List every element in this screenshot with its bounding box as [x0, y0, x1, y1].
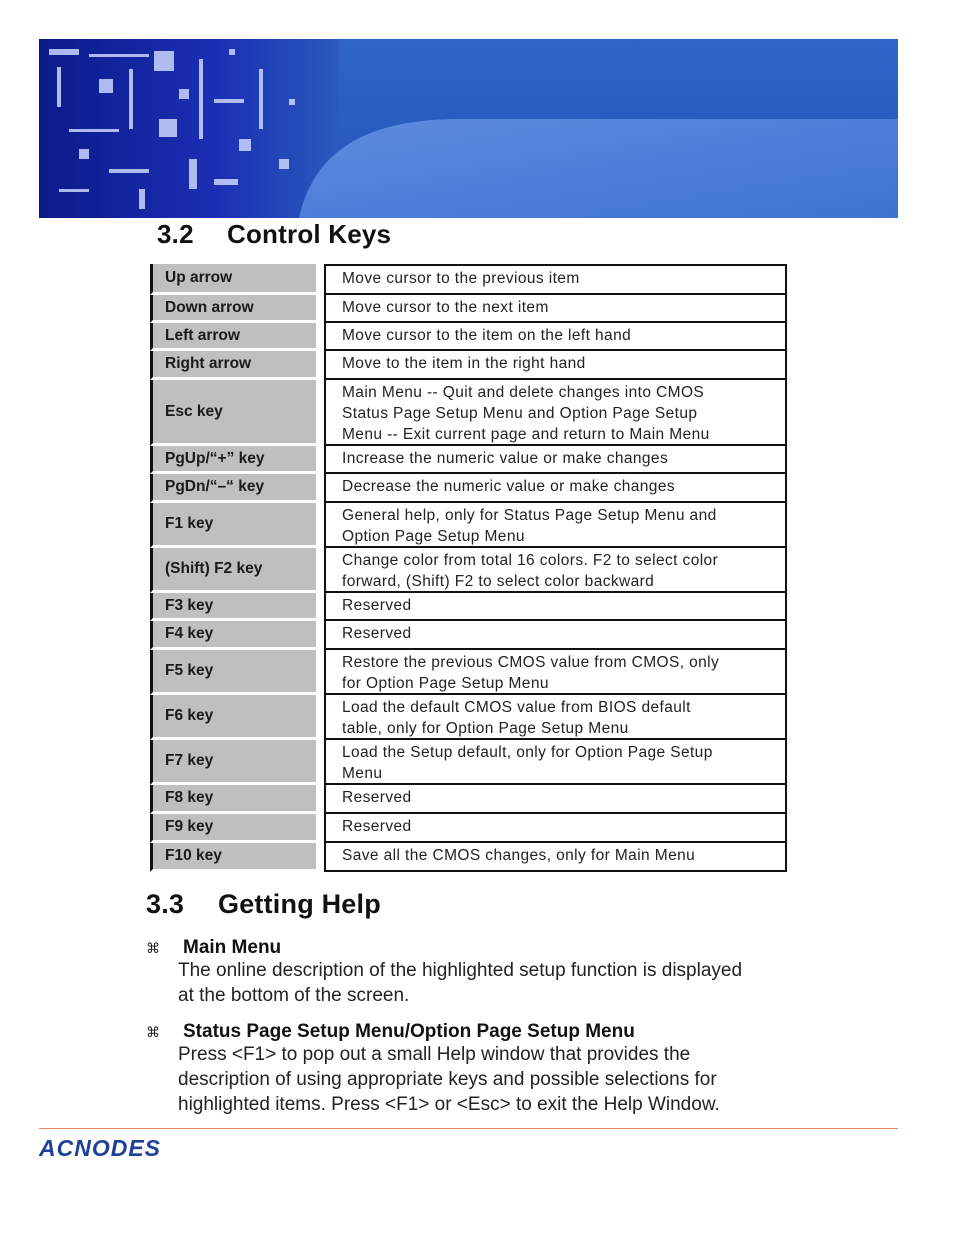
key-description — [324, 593, 787, 621]
circuit-board-image — [39, 39, 898, 218]
key-description — [324, 323, 787, 351]
control-keys-table — [150, 264, 787, 872]
description-line: Load the Setup default, only for Option Page Setup — [342, 744, 713, 761]
key-name: F6 key — [150, 695, 316, 740]
description-line: Load the default CMOS value from BIOS default — [342, 699, 691, 716]
help-item-title: Status Page Setup Menu/Option Page Setup Menu — [183, 1021, 635, 1042]
table-row — [150, 503, 787, 548]
key-description — [324, 380, 787, 446]
body-line: highlighted items. Press <F1> or <Esc> to exit the Help Window. — [178, 1094, 720, 1115]
table-row — [150, 474, 787, 503]
cell-gap — [316, 474, 324, 503]
table-row — [150, 740, 787, 785]
cell-gap — [316, 695, 324, 740]
key-name: PgDn/“–“ key — [150, 474, 316, 503]
section-number: 3.3 — [146, 889, 185, 919]
cell-gap — [316, 621, 324, 650]
description-line: Change color from total 16 colors. F2 to select color — [342, 552, 719, 569]
help-item-body — [178, 958, 742, 1008]
key-name: F8 key — [150, 785, 316, 814]
description-line: Main Menu -- Quit and delete changes into CMOS — [342, 384, 705, 401]
section-heading-getting-help — [146, 889, 381, 920]
description-line: Menu -- Exit current page and return to Main Menu — [342, 426, 710, 443]
description-line: Option Page Setup Menu — [342, 528, 525, 545]
cell-gap — [316, 814, 324, 843]
key-name: Left arrow — [150, 323, 316, 351]
description-line: Save all the CMOS changes, only for Main Menu — [342, 847, 696, 864]
key-name: F1 key — [150, 503, 316, 548]
body-line: Press <F1> to pop out a small Help window that provides the — [178, 1044, 691, 1065]
description-line: Move cursor to the item on the left hand — [342, 327, 632, 344]
command-bullet-icon: ⌘ — [146, 940, 160, 956]
description-line: for Option Page Setup Menu — [342, 675, 549, 692]
description-line: Reserved — [342, 818, 412, 835]
key-description — [324, 503, 787, 548]
header-banner — [39, 39, 898, 218]
section-title: Getting Help — [218, 889, 381, 919]
table-row — [150, 621, 787, 650]
help-item-body — [178, 1042, 720, 1117]
table-row — [150, 264, 787, 295]
cell-gap — [316, 323, 324, 351]
table-row — [150, 295, 787, 323]
cell-gap — [316, 446, 324, 474]
command-bullet-icon: ⌘ — [146, 1024, 160, 1040]
table-row — [150, 785, 787, 814]
cell-gap — [316, 548, 324, 593]
key-description — [324, 548, 787, 593]
description-line: Status Page Setup Menu and Option Page Setup — [342, 405, 698, 422]
table-row — [150, 446, 787, 474]
description-line: Reserved — [342, 789, 412, 806]
key-description — [324, 351, 787, 380]
cell-gap — [316, 503, 324, 548]
key-name: F4 key — [150, 621, 316, 650]
description-line: Move cursor to the next item — [342, 299, 549, 316]
key-name: F9 key — [150, 814, 316, 843]
table-row — [150, 380, 787, 446]
cell-gap — [316, 650, 324, 695]
key-description — [324, 785, 787, 814]
key-name: Esc key — [150, 380, 316, 446]
table-row — [150, 843, 787, 872]
description-line: Restore the previous CMOS value from CMOS, only — [342, 654, 720, 671]
key-name: Down arrow — [150, 295, 316, 323]
key-description — [324, 474, 787, 503]
cell-gap — [316, 843, 324, 872]
key-description — [324, 740, 787, 785]
key-name: F7 key — [150, 740, 316, 785]
table-row — [150, 695, 787, 740]
cell-gap — [316, 740, 324, 785]
description-line: forward, (Shift) F2 to select color backward — [342, 573, 655, 590]
description-line: Move to the item in the right hand — [342, 355, 586, 372]
key-description — [324, 695, 787, 740]
key-description — [324, 621, 787, 650]
key-description — [324, 446, 787, 474]
key-name: Up arrow — [150, 264, 316, 295]
section-heading-control-keys — [157, 219, 391, 250]
description-line: Menu — [342, 765, 383, 782]
table-row — [150, 548, 787, 593]
key-name: F5 key — [150, 650, 316, 695]
logo-text: ACNODES — [39, 1136, 162, 1160]
key-description — [324, 650, 787, 695]
section-number: 3.2 — [157, 219, 194, 249]
key-description — [324, 264, 787, 295]
key-name: PgUp/“+” key — [150, 446, 316, 474]
key-name: F3 key — [150, 593, 316, 621]
acnodes-logo — [39, 1136, 199, 1165]
table-row — [150, 323, 787, 351]
description-line: General help, only for Status Page Setup Menu and — [342, 507, 717, 524]
description-line: Reserved — [342, 597, 412, 614]
body-line: description of using appropriate keys and possible selections for — [178, 1069, 717, 1090]
description-line: table, only for Option Page Setup Menu — [342, 720, 629, 737]
key-name: Right arrow — [150, 351, 316, 380]
table-row — [150, 814, 787, 843]
table-row — [150, 593, 787, 621]
key-description — [324, 843, 787, 872]
cell-gap — [316, 295, 324, 323]
description-line: Increase the numeric value or make changes — [342, 450, 669, 467]
table-row — [150, 351, 787, 380]
key-name: F10 key — [150, 843, 316, 872]
key-description — [324, 295, 787, 323]
description-line: Decrease the numeric value or make changes — [342, 478, 675, 495]
cell-gap — [316, 380, 324, 446]
cell-gap — [316, 351, 324, 380]
section-title: Control Keys — [227, 219, 392, 249]
help-item-title: Main Menu — [183, 937, 282, 958]
cell-gap — [316, 785, 324, 814]
key-description — [324, 814, 787, 843]
key-name: (Shift) F2 key — [150, 548, 316, 593]
description-line: Reserved — [342, 625, 412, 642]
cell-gap — [316, 264, 324, 295]
description-line: Move cursor to the previous item — [342, 270, 580, 287]
footer-rule — [39, 1128, 898, 1129]
body-line: The online description of the highlighted setup function is displayed — [178, 960, 743, 981]
body-line: at the bottom of the screen. — [178, 985, 410, 1006]
cell-gap — [316, 593, 324, 621]
table-row — [150, 650, 787, 695]
